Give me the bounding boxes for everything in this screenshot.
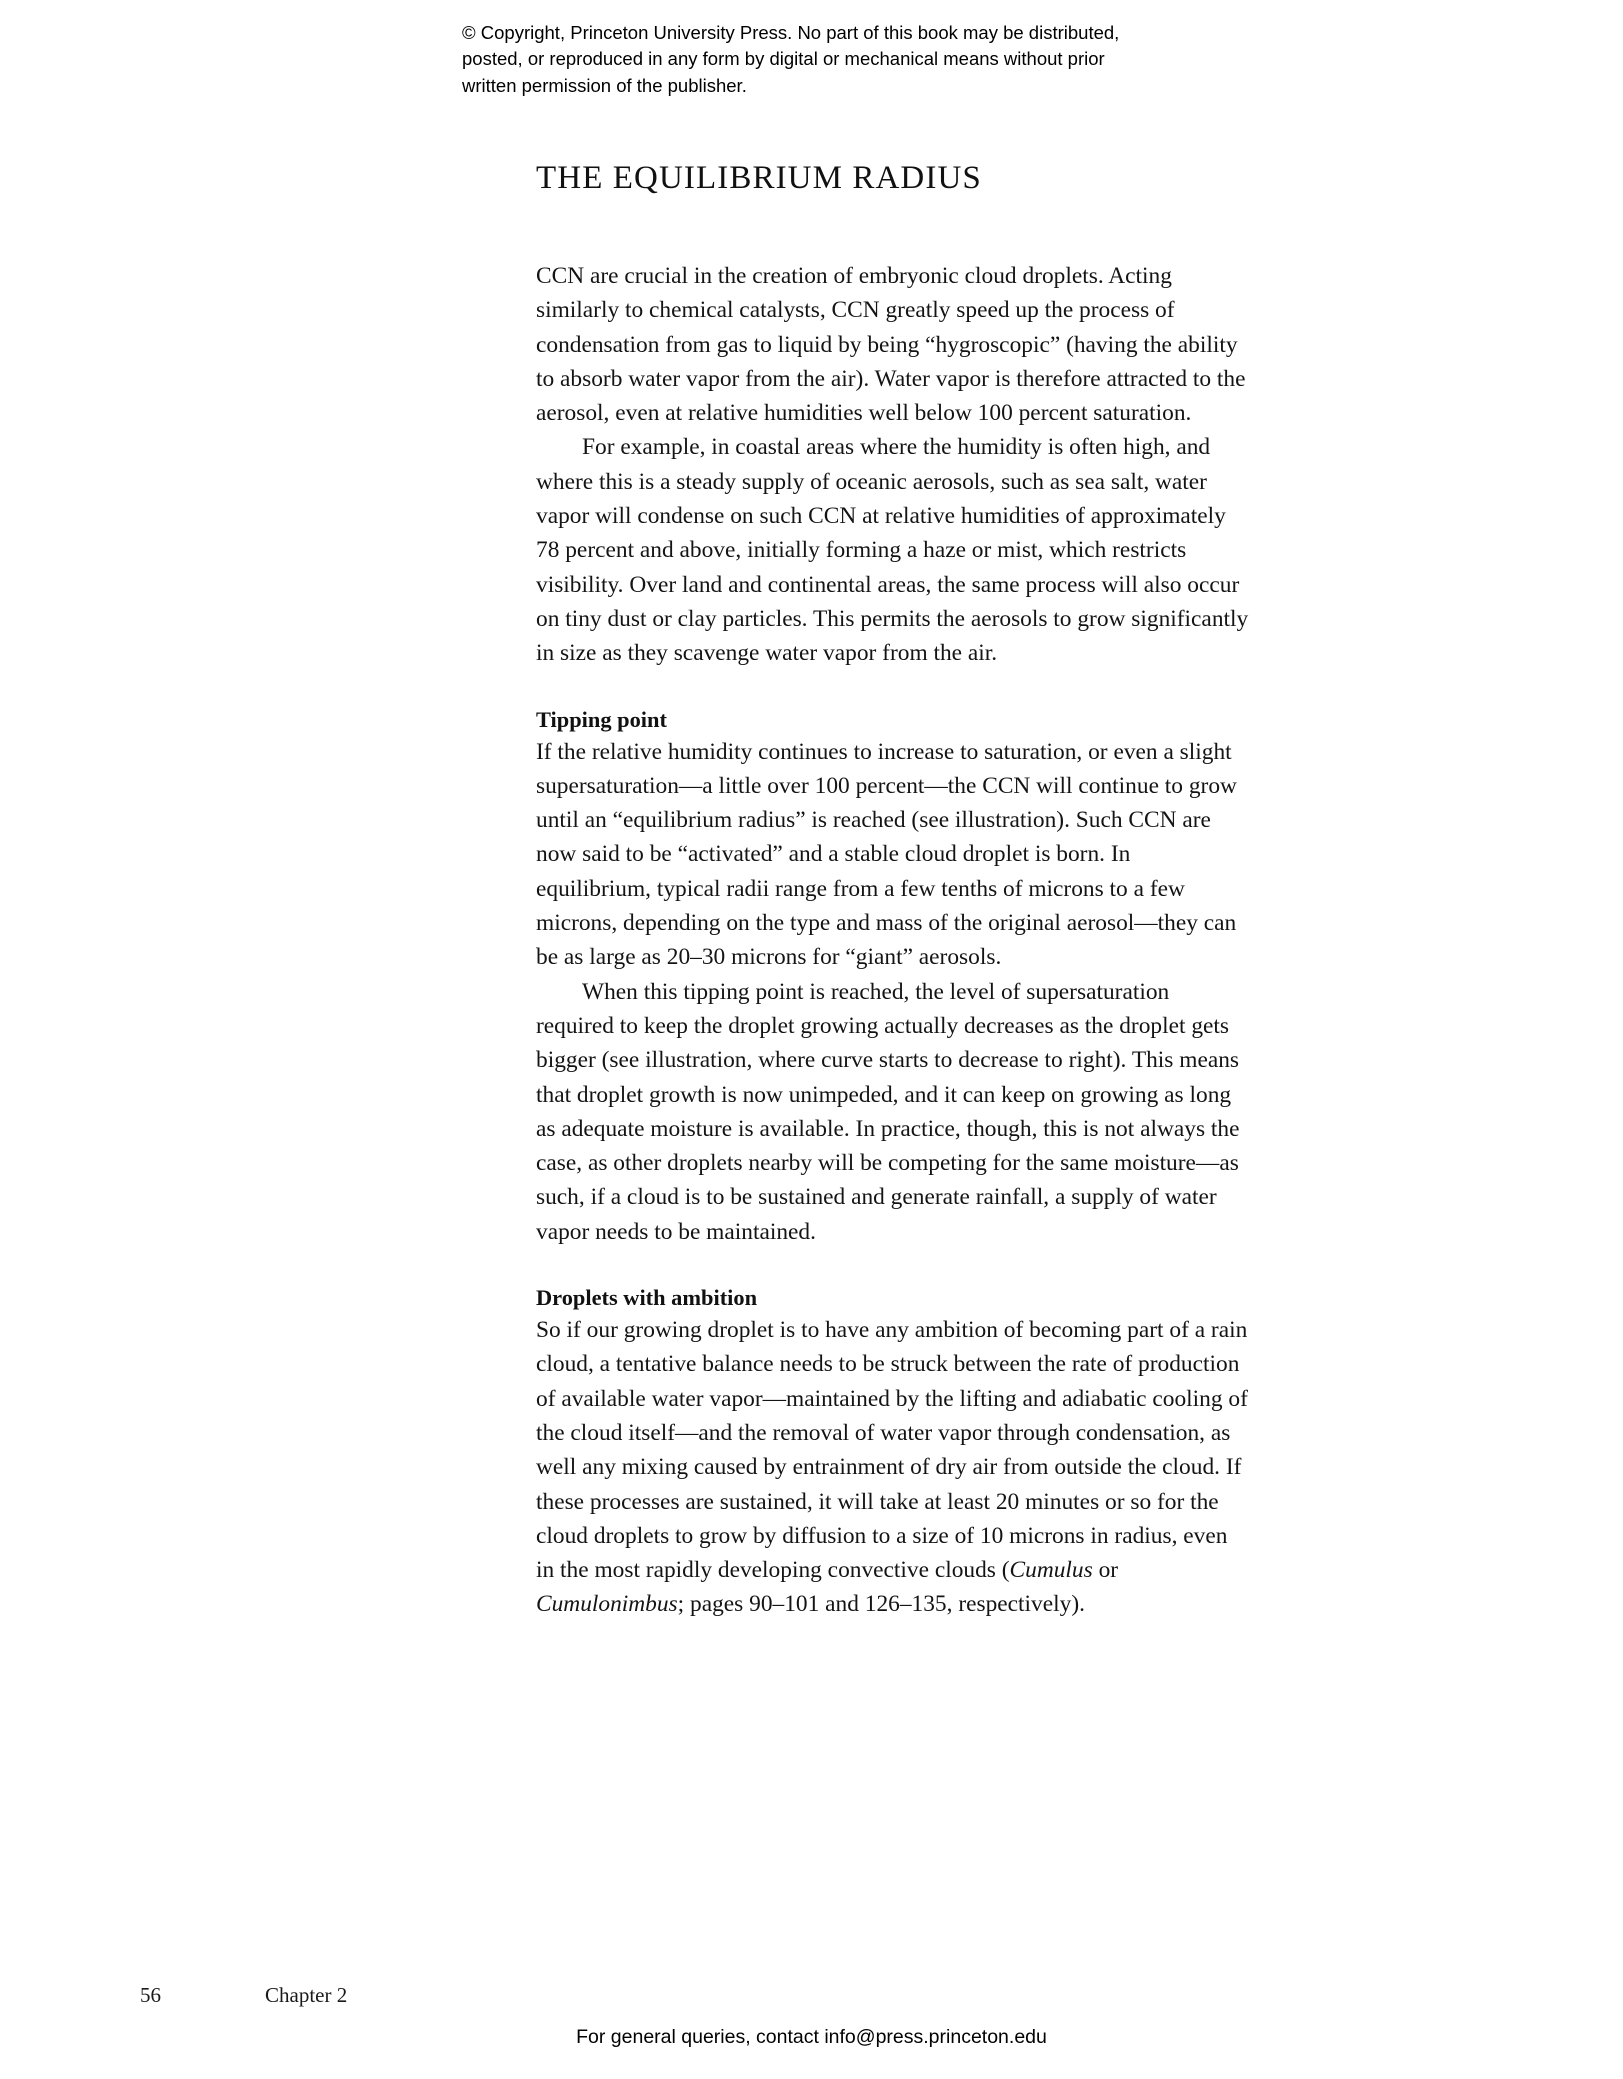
droplets-text-part-1: So if our growing droplet is to have any ambition of becoming part of a rain cloud, a tentative balance needs to be struck between the rate of production of available water vapor—maintained by the lifting and adiabatic cooling of the cloud itself—and the removal of water vapor through condensation, as well any mixing caused by entrainment of dry air from outside the cloud. If these processes are sustained, it will take at least 20 minutes or so for the cloud droplets to grow by diffusion to a size of 10 microns in radius, even in the most rapidly developing convective clouds ( (536, 1317, 1248, 1584)
droplets-text-part-2: or (1092, 1557, 1119, 1584)
section-droplets-with-ambition (536, 1285, 1251, 1622)
paragraph-tipping-1: If the relative humidity continues to increase to saturation, or even a slight supersaturation—a little over 100 percent—the CCN will continue to grow until an “equilibrium radius” is reached (see illustration). Such CCN are now said to be “activated” and a stable cloud droplet is born. In equilibrium, typical radii range from a few tenths of microns to a few microns, depending on the type and mass of the original aerosol—they can be as large as 20–30 microns for “giant” aerosols. (536, 738, 1237, 971)
paragraph-intro-2: For example, in coastal areas where the humidity is often high, and where this is a steady supply of oceanic aerosols, such as sea salt, water vapor will condense on such CCN at relative humidities of approximately 78 percent and above, initially forming a haze or mist, which restricts visibility. Over land and continental areas, the same process will also occur on tiny dust or clay particles. This permits the aerosols to grow significantly in size as they scavenge water vapor from the air. (536, 434, 1249, 667)
paragraph-tipping-2: When this tipping point is reached, the level of supersaturation required to keep the droplet growing actually decreases as the droplet gets bigger (see illustration, where curve starts to decrease to right). This means that droplet growth is now unimpeded, and it can keep on growing as long as adequate moisture is available. In practice, though, this is not always the case, as other droplets nearby will be competing for the same moisture—as such, if a cloud is to be sustained and generate rainfall, a supply of water vapor needs to be maintained. (536, 978, 1240, 1245)
subheading-droplets-with-ambition: Droplets with ambition (536, 1285, 758, 1311)
droplets-text-part-3: ; pages 90–101 and 126–135, respectively). (677, 1591, 1085, 1618)
paragraph-intro-1: CCN are crucial in the creation of embryonic cloud droplets. Acting similarly to chemical catalysts, CCN greatly speed up the process of condensation from gas to liquid by being “hygroscopic” (having the ability to absorb water vapor from the air). Water vapor is therefore attracted to the aerosol, even at relative humidities well below 100 percent saturation. (536, 263, 1246, 427)
page-title: THE EQUILIBRIUM RADIUS (536, 160, 982, 196)
page-number: 56 (140, 1983, 161, 2007)
section-tipping-point (536, 707, 1251, 1249)
general-queries-notice: For general queries, contact info@press.princeton.edu (576, 2026, 1047, 2048)
paragraph-droplets-1 (536, 1313, 1251, 1622)
copyright-notice: © Copyright, Princeton University Press. No part of this book may be distributed, posted, or reproduced in any form by digital or mechanical means without prior written permission of the publisher. (462, 22, 1120, 96)
droplets-italic-cumulonimbus: Cumulonimbus (536, 1591, 678, 1618)
subheading-tipping-point: Tipping point (536, 706, 667, 732)
chapter-label: Chapter 2 (265, 1983, 348, 2007)
text-column (536, 160, 1251, 1622)
droplets-italic-cumulus: Cumulus (1009, 1557, 1093, 1584)
